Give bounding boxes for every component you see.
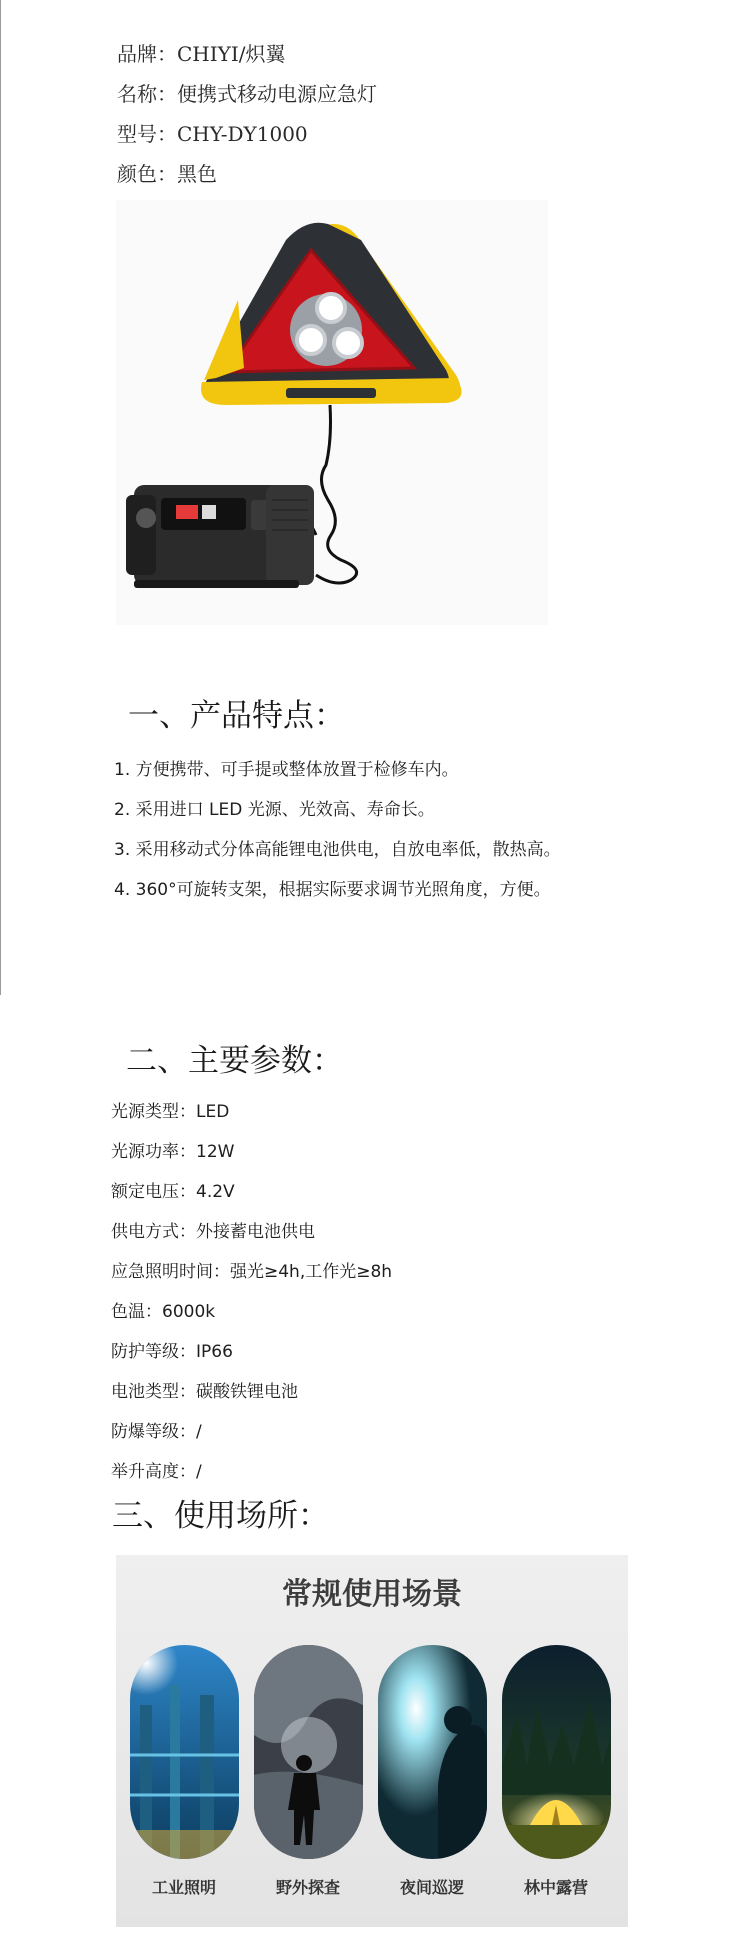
color-line: 颜色：黑色	[117, 162, 217, 186]
param-item: 色温：6000k	[111, 1302, 216, 1322]
scene-image-night-patrol	[378, 1645, 487, 1859]
param-item: 防护等级：IP66	[111, 1342, 233, 1362]
scenes-title: 常规使用场景	[282, 1577, 462, 1612]
model-line: 型号：CHY-DY1000	[117, 122, 308, 146]
params-heading: 二、主要参数：	[126, 1043, 343, 1079]
left-border-line	[0, 0, 1, 995]
power-station	[126, 485, 314, 588]
param-item: 光源类型：LED	[111, 1102, 230, 1122]
scene-image-industrial	[130, 1645, 239, 1859]
param-item: 供电方式：外接蓄电池供电	[111, 1222, 315, 1242]
product-photo	[116, 200, 548, 625]
usage-heading: 三、使用场所：	[112, 1498, 329, 1534]
param-item: 防爆等级：/	[111, 1422, 202, 1442]
param-item: 电池类型：碳酸铁锂电池	[111, 1382, 298, 1402]
param-item: 举升高度：/	[111, 1462, 202, 1482]
feature-item: 2. 采用进口 LED 光源、光效高、寿命长。	[114, 800, 435, 820]
scene-image-camping	[502, 1645, 611, 1859]
scene-label-night-patrol: 夜间巡逻	[399, 1878, 464, 1897]
scene-label-industrial: 工业照明	[151, 1878, 216, 1897]
features-heading: 一、产品特点：	[128, 698, 345, 734]
scene-label-outdoor: 野外探查	[275, 1878, 340, 1897]
param-item: 应急照明时间：强光≥4h,工作光≥8h	[111, 1262, 393, 1282]
feature-item: 1. 方便携带、可手提或整体放置于检修车内。	[114, 760, 459, 780]
brand-line: 品牌：CHIYI/炽翼	[117, 42, 286, 66]
feature-item: 3. 采用移动式分体高能锂电池供电，自放电率低，散热高。	[114, 840, 561, 860]
feature-item: 4. 360°可旋转支架，根据实际要求调节光照角度，方便。	[114, 880, 551, 900]
param-item: 额定电压：4.2V	[111, 1182, 235, 1202]
name-line: 名称：便携式移动电源应急灯	[117, 82, 377, 106]
usage-scenes-card	[116, 1555, 628, 1927]
scene-image-outdoor	[254, 1645, 363, 1859]
scene-label-camping: 林中露营	[523, 1878, 588, 1897]
param-item: 光源功率：12W	[111, 1142, 235, 1162]
